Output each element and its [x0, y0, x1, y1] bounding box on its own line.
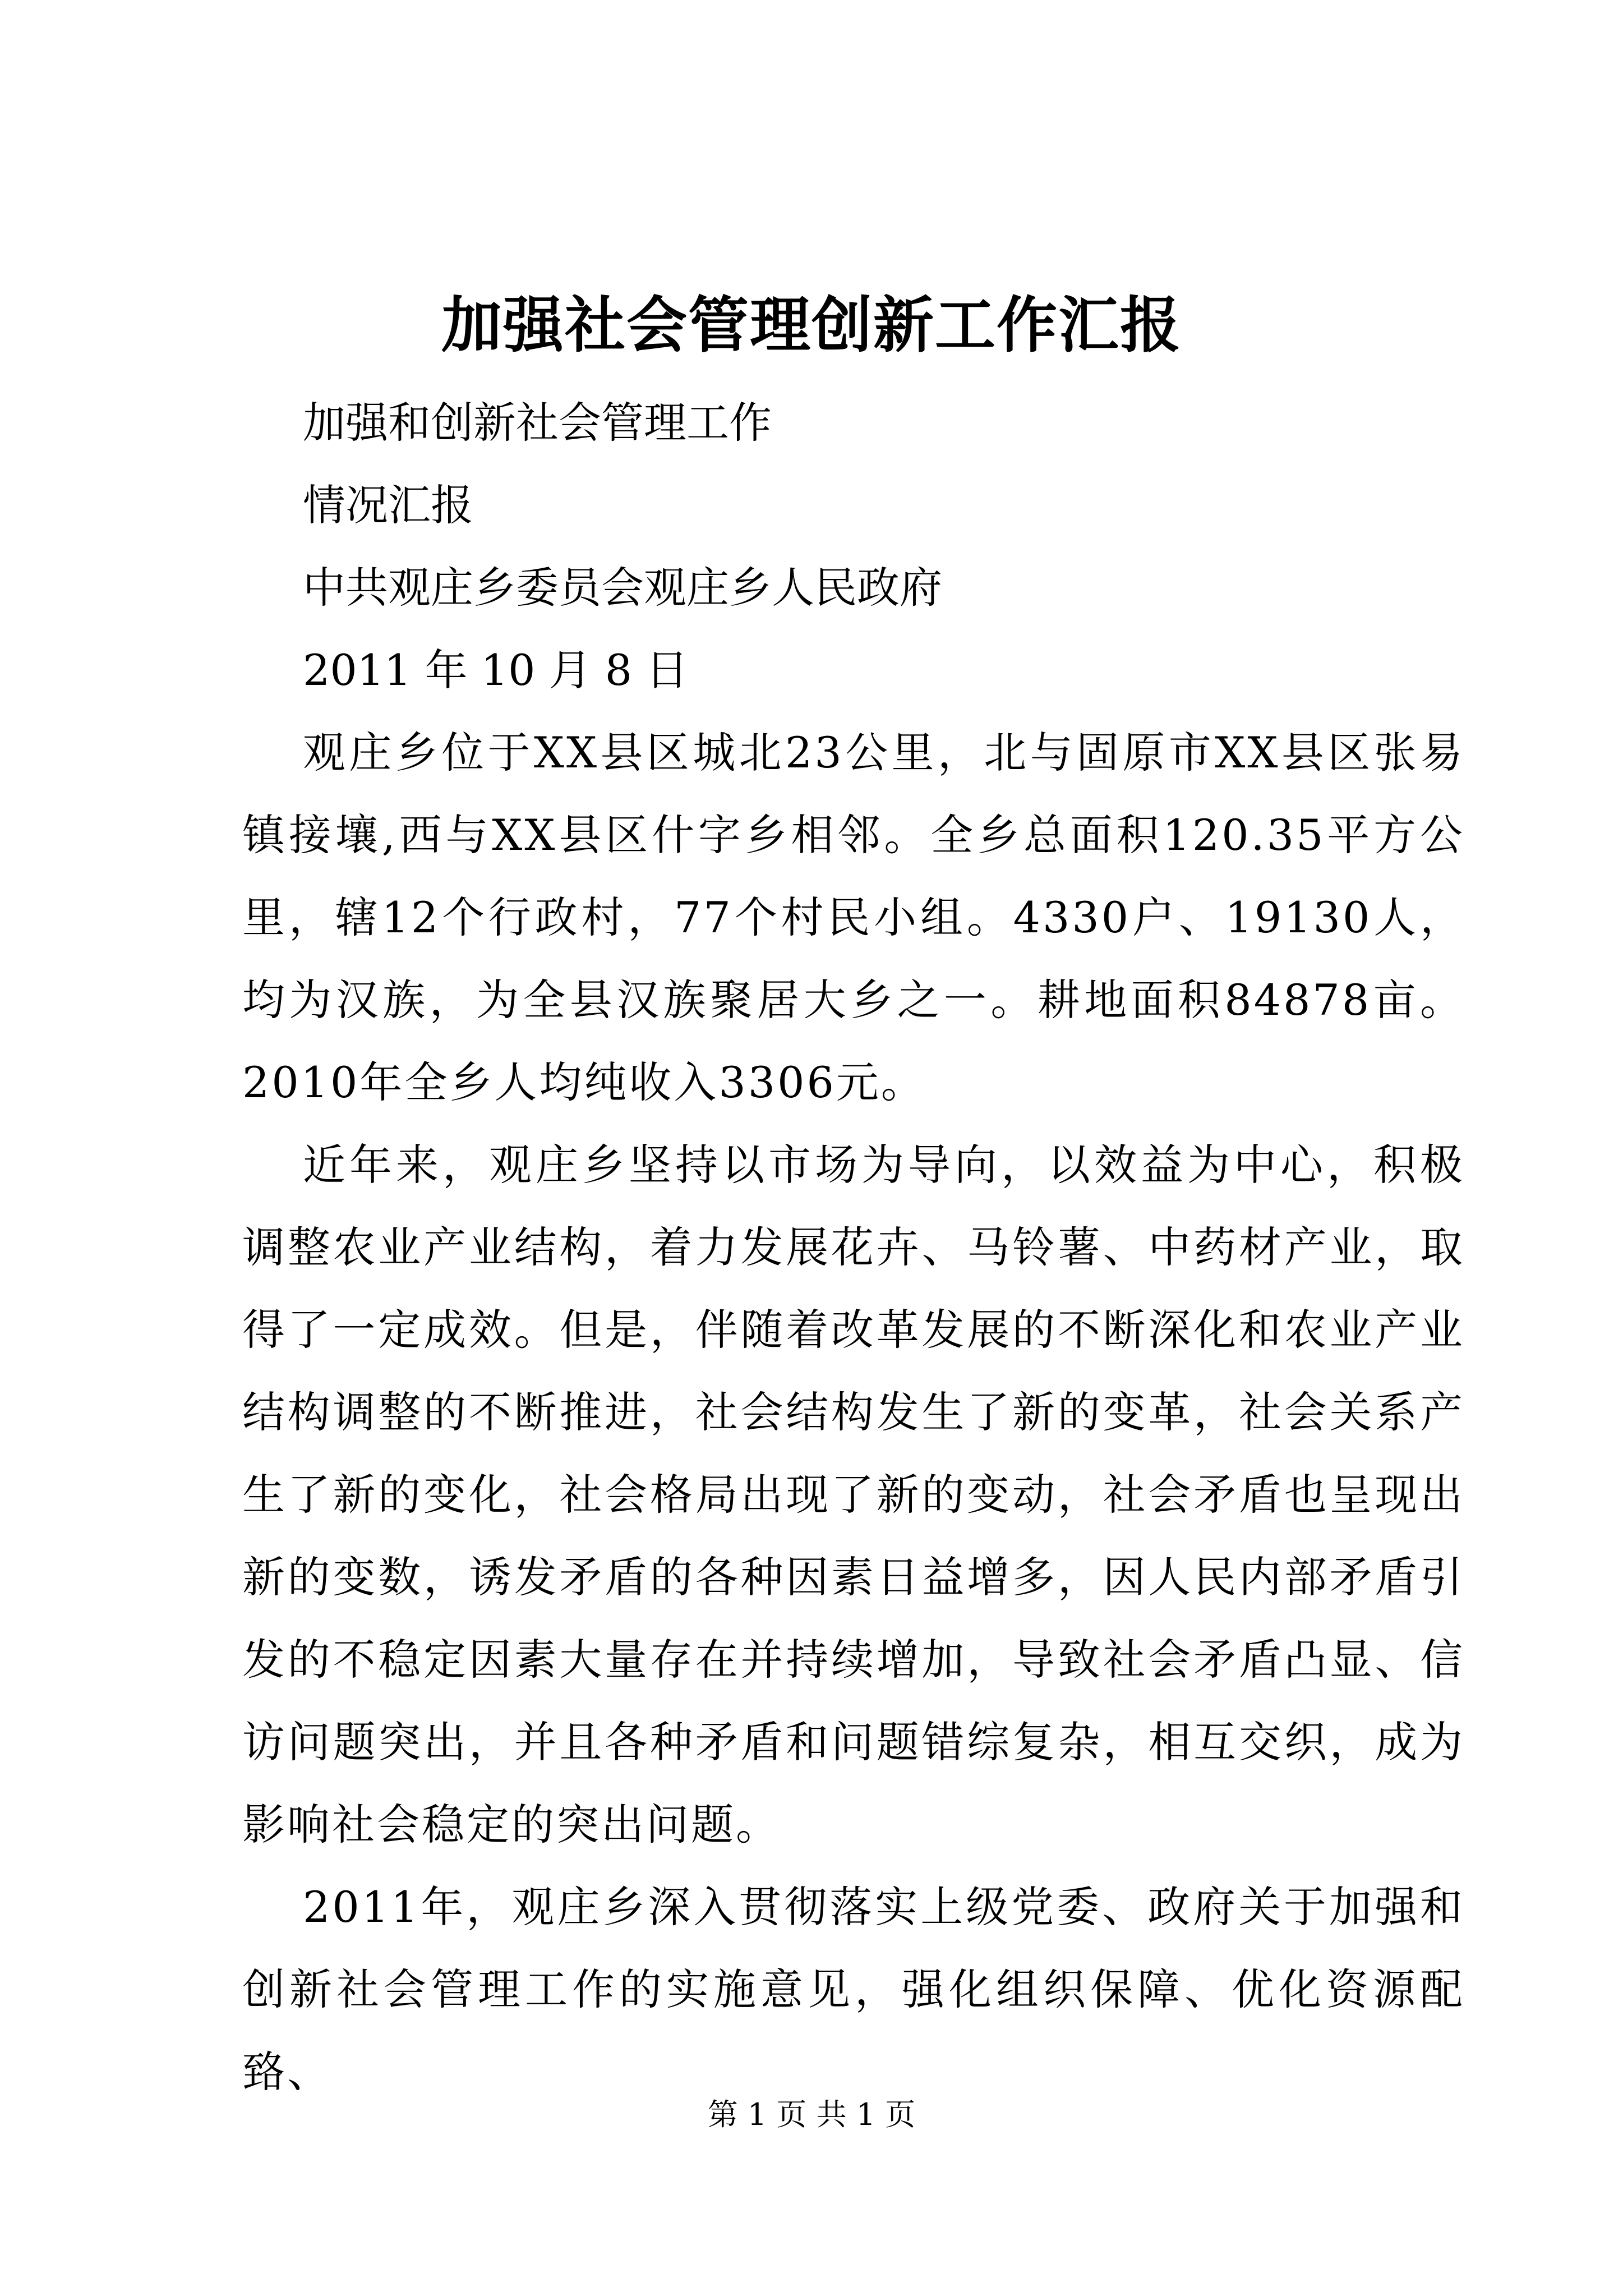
subtitle-line: 加强和创新社会管理工作	[303, 398, 772, 448]
document-body	[242, 381, 1465, 2113]
page-footer: 第 1 页 共 1 页	[707, 2097, 916, 2132]
paragraph-2011-work: 2011年，观庄乡深入贯彻落实上级党委、政府关于加强和创新社会管理工作的实施意见，强化组织保障、优化资源配臵、	[242, 1882, 1465, 2097]
date-line: 2011 年 10 月 8 日	[303, 645, 689, 695]
issuer-line: 中共观庄乡委员会观庄乡人民政府	[303, 563, 942, 613]
document-title: 加强社会管理创新工作汇报	[441, 290, 1182, 361]
report-type-line: 情况汇报	[303, 480, 473, 530]
paragraph-overview: 观庄乡位于XX县区城北23公里，北与固原市XX县区张易镇接壤,西与XX县区什字乡相邻。全乡总面积120.35平方公里，辖12个行政村，77个村民小组。4330户、19130人，均为汉族，为全县汉族聚居大乡之一。耕地面积84878亩。2010年全乡人均纯收入3306元。	[242, 728, 1465, 1107]
paragraph-background: 近年来，观庄乡坚持以市场为导向，以效益为中心，积极调整农业产业结构，着力发展花卉、马铃薯、中药材产业，取得了一定成效。但是，伴随着改革发展的不断深化和农业产业结构调整的不断推进，社会结构发生了新的变革，社会关系产生了新的变化，社会格局出现了新的变动，社会矛盾也呈现出新的变数，诱发矛盾的各种因素日益增多，因人民内部矛盾引发的不稳定因素大量存在并持续增加，导致社会矛盾凸显、信访问题突出，并且各种矛盾和问题错综复杂，相互交织，成为影响社会稳定的突出问题。	[242, 1140, 1465, 1849]
